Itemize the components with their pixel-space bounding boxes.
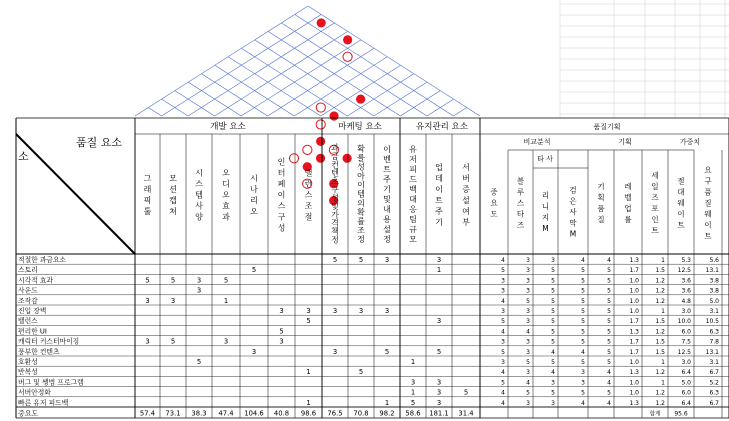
plan-value: 1 [661,307,665,315]
strong-correlation-mark [356,94,365,103]
plan-value: 5.3 [681,256,691,264]
relation-value: 5 [332,255,338,264]
row-label: 빠른 유저 피드백 [18,398,69,407]
table-lines [16,118,729,418]
plan-value: 1.0 [629,297,639,305]
plan-value: 5 [501,379,505,387]
plan-value: 6.4 [681,399,691,407]
relation-value: 3 [410,378,416,387]
plan-value: 3 [501,307,505,315]
column-importance: 40.8 [273,409,290,418]
relation-value: 3 [306,306,311,315]
relation-value: 5 [170,337,176,346]
strong-correlation-mark [317,18,326,27]
plan-value: 3 [526,287,530,295]
corner-title-wrap: 소 [18,150,29,163]
plan-value: 1.2 [655,369,665,377]
plan-value: 1.7 [629,338,639,346]
plan-value: 4 [501,389,505,397]
plan-value: 4 [581,256,585,264]
plan-column-header: 세 일 즈 포 인 트 [651,170,659,235]
tech-column-header: 유 저 피 드 백 대 응 팀 규 모 [409,145,417,244]
plan-value: 1.3 [629,369,639,377]
plan-value: 1 [661,256,665,264]
row-label: 편리한 UI [18,327,47,336]
relation-value: 3 [279,306,284,315]
plan-value: 5 [607,297,611,305]
plan-value: 1.2 [655,328,665,336]
plan-value: 6.0 [681,389,691,397]
plan-value: 4 [501,369,505,377]
relation-value: 1 [410,357,416,366]
plan-value: 5.0 [709,297,719,305]
tech-column-header: 인 터 페 이 스 구 성 [277,157,286,233]
plan-value: 1.2 [655,389,665,397]
plan-value: 7.5 [681,338,691,346]
relation-value: 3 [332,306,338,315]
roof-line [281,23,427,116]
roof-line [308,6,480,116]
row-label: 캐릭터 커스터마이징 [18,337,80,346]
plan-value: 6.3 [709,328,719,336]
plan-value: 7.8 [709,338,719,346]
relation-value: 5 [223,276,229,285]
plan-value: 1.7 [629,318,639,326]
plan-value: 5 [607,307,611,315]
plan-value: 3 [501,358,505,366]
plan-value: 5 [581,338,585,346]
plan-value: 5.6 [709,256,719,264]
plan-value: 5 [551,358,555,366]
plan-value: 4 [501,256,505,264]
plan-value: 1.2 [655,287,665,295]
plan-column-header: 요 구 품 질 웨 이 트 [704,165,712,241]
plan-value: 4 [551,369,555,377]
relation-value: 5 [436,347,442,356]
relation-value: 1 [384,398,390,407]
relation-value: 5 [251,266,257,275]
sub-plan-header: 기획 [618,138,632,146]
plan-value: 5 [551,267,555,275]
roof-line [400,91,440,116]
column-importance: 58.6 [405,409,421,418]
group-dev-header: 개발 요소 [210,122,246,132]
strong-correlation-mark [316,154,325,163]
plan-value: 5 [581,287,585,295]
plan-value: 4 [607,256,611,264]
plan-value: 5 [581,328,585,336]
plan-value: 13.1 [705,267,719,275]
row-label: 밸런스 [18,317,38,326]
plan-column-header: 리 니 지 M [541,190,550,233]
relation-value: 5 [306,317,311,326]
plan-value: 3 [581,379,585,387]
plan-value: 4 [501,399,505,407]
plan-value: 1.0 [629,379,639,387]
relation-value: 3 [436,317,442,326]
group-planning-header: 품질기획 [593,123,621,131]
column-importance: 98.2 [379,409,395,418]
relation-value: 3 [436,378,442,387]
plan-value: 5 [526,389,530,397]
column-importance: 98.6 [300,409,317,418]
plan-value: 4 [501,328,505,336]
plan-value: 3 [526,338,530,346]
plan-value: 5 [607,358,611,366]
relation-value: 3 [279,337,284,346]
roof-line [135,6,308,116]
plan-value: 1.3 [629,256,639,264]
plan-value: 3 [526,256,530,264]
weak-correlation-mark [343,52,352,61]
plan-value: 5 [581,297,585,305]
footer-label: 중요도 [18,409,39,418]
plan-column-header: 절 대 웨 이 트 [677,176,685,230]
corner-title: 품질 요소 [75,136,122,149]
table-footer [18,409,688,418]
plan-value: 3.6 [681,277,691,285]
relation-value: 5 [358,255,364,264]
plan-value: 5 [526,358,530,366]
roof-line [148,108,161,116]
tech-column-header: 모 션 캡 쳐 [169,173,177,216]
plan-value: 3 [501,338,505,346]
roof-line [202,74,268,116]
total-label: 합계 [649,411,661,418]
row-label: 서버안정화 [18,388,51,397]
roof-line [228,57,321,116]
relation-value: 5 [463,388,469,397]
plan-value: 13.1 [705,348,719,356]
plan-value: 5 [607,338,611,346]
plan-value: 4 [526,328,530,336]
relation-value: 3 [358,306,364,315]
relation-value: 3 [384,255,390,264]
tech-column-header: 이 벤 트 주 기 및 내 용 설 정 [383,145,391,244]
plan-value: 5 [581,318,585,326]
plan-value: 1.3 [629,399,639,407]
relation-value: 5 [410,398,416,407]
row-label: 호환성 [18,357,38,366]
relation-value: 5 [384,347,390,356]
relation-value: 1 [410,388,416,397]
plan-value: 1 [661,379,665,387]
plan-value: 5 [581,389,585,397]
plan-column-header: 블 루 스 타 즈 [516,176,525,230]
total-value: 95.6 [674,410,688,418]
tech-column-header: 시 스 템 사 양 [195,168,203,222]
plan-headers [490,165,712,240]
tech-column-header: 밸 런 스 조 절 [304,168,313,222]
relation-value: 3 [384,306,390,315]
relation-value: 5 [145,276,150,285]
weak-correlation-mark [303,145,312,154]
roof-line [453,108,466,116]
plan-value: 1.2 [655,277,665,285]
sub-competitor-header: 타 사 [537,155,553,163]
plan-value: 5 [607,277,611,285]
plan-value: 5 [607,267,611,275]
roof-line [175,91,215,116]
plan-column-header: 레 벨 업 률 [624,181,632,224]
plan-value: 1.5 [655,348,665,356]
plan-value: 5 [501,318,505,326]
tech-column-header: 오 디 오 효 과 [222,168,230,222]
plan-value: 5 [581,307,585,315]
column-importance: 70.8 [353,409,369,418]
weak-correlation-mark [316,103,325,112]
relation-value: 3 [196,286,202,295]
plan-value: 1.0 [629,277,639,285]
relation-value: 3 [251,347,257,356]
strong-correlation-mark [343,154,352,163]
weak-correlation-mark [316,120,325,129]
plan-value: 5 [607,328,611,336]
group-maint-header: 유지관리 요소 [416,122,468,132]
plan-value: 1.0 [629,307,639,315]
relation-value: 5 [279,327,284,336]
plan-value: 1.5 [655,267,665,275]
plan-value: 1.0 [629,389,639,397]
column-importance: 47.4 [218,409,234,418]
relation-value: 3 [145,296,150,305]
plan-value: 10.0 [677,318,691,326]
plan-column-header: 검 은 사 막 M [569,185,577,239]
plan-value: 4 [607,369,611,377]
plan-value: 3.0 [681,307,691,315]
relation-value: 3 [223,337,229,346]
roof-line [241,40,361,116]
plan-value: 3 [526,307,530,315]
plan-value: 5 [551,338,555,346]
plan-column-header: 기 획 품 질 [597,181,605,224]
relation-value: 3 [170,296,176,305]
plan-value: 3.8 [709,287,719,295]
row-label: 버그 및 쌩법 프로그램 [18,378,84,387]
plan-value: 3.6 [681,287,691,295]
row-label: 적절한 과금요소 [18,255,67,264]
plan-value: 5 [581,277,585,285]
plan-value: 5 [551,328,555,336]
plan-column-header: 중 요 도 [490,187,498,219]
plan-value: 3 [526,348,530,356]
plan-value: 1.2 [655,297,665,305]
strong-correlation-mark [343,35,352,44]
plan-value: 5 [551,307,555,315]
plan-value: 3 [551,256,555,264]
relation-value: 3 [145,337,150,346]
plan-value: 4 [581,348,585,356]
plan-value: 4 [551,348,555,356]
relation-value: 1 [436,266,442,275]
plan-value: 3 [526,267,530,275]
tech-column-header: 그 래 픽 툴 [143,173,152,216]
plan-value: 3 [526,369,530,377]
roof-line [294,57,387,116]
plan-value: 12.5 [677,267,691,275]
plan-value: 1.2 [655,399,665,407]
plan-value: 5 [551,277,555,285]
plan-value: 5 [607,389,611,397]
plan-value: 3.1 [709,307,719,315]
column-importance: 104.6 [244,409,264,418]
tech-column-header: 업 데 이 트 주 기 [435,162,443,227]
relation-value: 1 [306,398,311,407]
column-headers [144,143,471,245]
plan-value: 5 [501,267,505,275]
plan-value: 3 [501,287,505,295]
spreadsheet-gridlines [560,0,729,118]
plan-value: 5 [551,318,555,326]
plan-value: 4 [607,379,611,387]
relation-value: 3 [436,255,442,264]
relation-value: 5 [358,368,364,377]
plan-value: 5 [607,287,611,295]
plan-value: 4 [607,399,611,407]
roof-line [188,23,334,116]
plan-value: 1.3 [629,328,639,336]
column-importance: 38.3 [191,409,207,418]
plan-value: 4 [581,399,585,407]
plan-value: 5 [526,297,530,305]
plan-value: 5.0 [681,379,691,387]
plan-value: 4.8 [681,297,691,305]
plan-value: 5 [551,389,555,397]
plan-value: 5 [551,297,555,305]
plan-value: 3 [551,379,555,387]
row-label: 반복성 [18,368,38,377]
plan-value: 3 [551,399,555,407]
roof-line [255,40,374,116]
corner-diagonal [16,134,135,254]
tech-column-header: 서 버 증 설 여 부 [462,162,470,227]
plan-value: 3 [526,318,530,326]
plan-value: 10.5 [705,318,719,326]
sub-weight-header: 가중치 [679,138,701,146]
group-mkt-header: 마케팅 요소 [338,122,382,132]
column-importance: 73.1 [165,409,181,418]
plan-value: 6.0 [681,328,691,336]
plan-value: 3.8 [709,277,719,285]
strong-correlation-mark [316,137,325,146]
plan-value: 3 [501,277,505,285]
relation-value: 5 [196,357,202,366]
plan-value: 12.5 [677,348,691,356]
sub-compare-header: 비교분석 [523,138,551,146]
plan-value: 5 [581,267,585,275]
plan-value: 5 [551,287,555,295]
tech-column-header: 확 률 성 아 이 템 의 확 률 조 정 [357,144,365,245]
plan-value: 5 [607,348,611,356]
tech-column-header: 과 금 컨 텐 츠 구 성 및 가 격 책 정 [331,143,339,245]
plan-value: 6.7 [709,399,719,407]
row-label: 진입 장벽 [18,306,47,315]
plan-value: 3.1 [709,358,719,366]
relation-value: 3 [196,276,202,285]
column-importance: 31.4 [458,409,474,418]
plan-value: 1.5 [655,338,665,346]
column-importance: 57.4 [139,409,156,418]
row-label: 시각적 효과 [18,276,53,285]
plan-value: 5 [607,318,611,326]
row-label: 스토리 [18,266,38,275]
relation-value: 3 [436,398,442,407]
column-importance: 181.1 [429,409,449,418]
plan-value: 3 [581,369,585,377]
plan-value: 3 [526,399,530,407]
weak-correlation-mark [289,154,298,163]
relation-value: 1 [306,368,311,377]
plan-value: 4 [501,297,505,305]
plan-value: 1.0 [629,287,639,295]
plan-value: 5.2 [709,379,719,387]
relation-value: 3 [332,347,338,356]
plan-value: 1 [661,358,665,366]
plan-value: 5 [501,348,505,356]
plan-value: 4 [526,379,530,387]
plan-value: 6.7 [709,369,719,377]
plan-value: 5 [581,358,585,366]
column-importance: 76.5 [327,409,343,418]
plan-value: 1.7 [629,348,639,356]
tech-column-header: 시 나 리 오 [250,173,258,216]
row-label: 조작감 [18,296,38,305]
strong-correlation-mark [329,111,338,120]
plan-value: 6.3 [709,389,719,397]
plan-value: 1.0 [629,358,639,366]
plan-value: 3 [526,277,530,285]
plan-value: 3.0 [681,358,691,366]
relation-value: 3 [436,388,442,397]
row-label: 풍부한 컨텐츠 [18,347,60,356]
plan-value: 1.7 [629,267,639,275]
plan-value: 1.5 [655,318,665,326]
roof-line [347,74,414,116]
relation-value: 1 [223,296,229,305]
row-label: 사운드 [18,286,38,295]
plan-value: 6.4 [681,369,691,377]
relation-value: 5 [170,276,176,285]
